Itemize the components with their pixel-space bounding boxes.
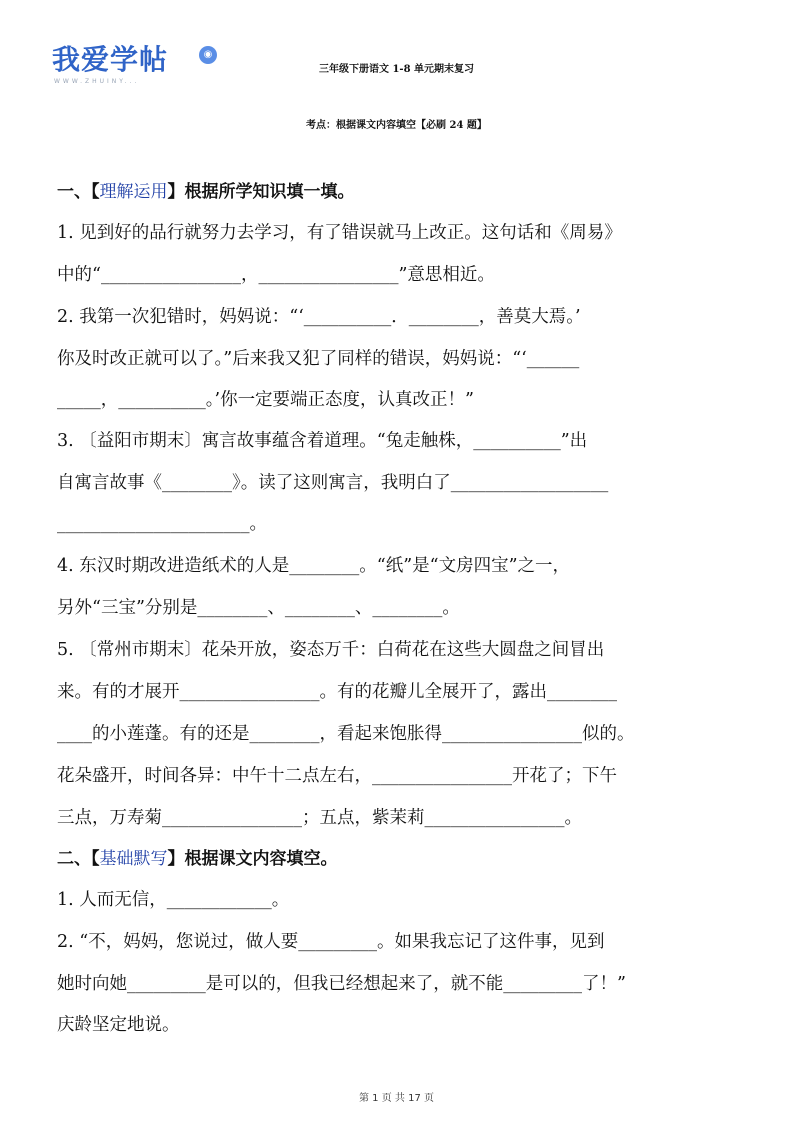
question-line: ____的小莲蓬。有的还是________，看起来饱胀得________________似的。 <box>57 724 635 744</box>
question-line: 1. 见到好的品行就努力去学习，有了错误就马上改正。这句话和《周易》 <box>57 223 622 243</box>
section-2-heading <box>57 844 338 869</box>
question-line: 三点，万寿菊________________；五点，紫茉莉________________。 <box>57 808 582 828</box>
section-1-tag: 理解运用 <box>99 182 168 202</box>
watermark-url: WWW.ZHUINY... <box>54 78 140 85</box>
watermark-brand: 我爱学帖 <box>52 43 169 76</box>
page-subtitle: 考点：根据课文内容填空【必刷 24 题】 <box>306 120 487 131</box>
question-line: 她时向她_________是可以的，但我已经想起来了，就不能_________了！” <box>57 974 626 994</box>
section-2-tag: 基础默写 <box>99 849 168 869</box>
question-line: 4. 东汉时期改进造纸术的人是________。“纸”是“文房四宝”之一， <box>57 556 571 576</box>
question-line: ______________________。 <box>57 514 267 534</box>
section-2-prefix: 二、【 <box>57 849 100 869</box>
question-line: 庆龄坚定地说。 <box>57 1015 180 1035</box>
section-1-prefix: 一、【 <box>57 182 100 202</box>
watermark-badge-icon: ◉ <box>199 46 217 64</box>
question-line: 自寓言故事《________》。读了这则寓言，我明白了__________________ <box>57 473 609 493</box>
question-line: 另外“三宝”分别是________、________、________。 <box>57 598 460 618</box>
question-line: 来。有的才展开________________。有的花瓣儿全展开了，露出________ <box>57 682 617 702</box>
question-line: 2. 我第一次犯错时，妈妈说：“‘__________．________，善莫大焉。’ <box>57 307 581 327</box>
question-line: 2. “不，妈妈，您说过，做人要_________。如果我忘记了这件事，见到 <box>57 932 605 952</box>
question-line: 花朵盛开，时间各异：中午十二点左右，________________开花了；下午 <box>57 766 617 786</box>
question-line: 1. 人而无信，____________。 <box>57 890 290 910</box>
section-2-suffix: 】根据课文内容填空。 <box>167 849 338 869</box>
section-1-suffix: 】根据所学知识填一填。 <box>167 182 355 202</box>
section-1-heading <box>57 177 355 202</box>
question-line: 5. 〔常州市期末〕花朵开放，姿态万千：白荷花在这些大圆盘之间冒出 <box>57 640 605 660</box>
question-line: 你及时改正就可以了。”后来我又犯了同样的错误，妈妈说：“‘______ <box>57 349 580 369</box>
question-line: _____，__________。’你一定要端正态度，认真改正！” <box>57 390 475 410</box>
page-title: 三年级下册语文 1-8 单元期末复习 <box>318 64 475 75</box>
question-line: 中的“________________，________________”意思相近。 <box>57 265 495 285</box>
question-line: 3. 〔益阳市期末〕寓言故事蕴含着道理。“兔走触株，__________”出 <box>57 431 588 451</box>
page-footer: 第 1 页 共 17 页 <box>359 1093 434 1104</box>
